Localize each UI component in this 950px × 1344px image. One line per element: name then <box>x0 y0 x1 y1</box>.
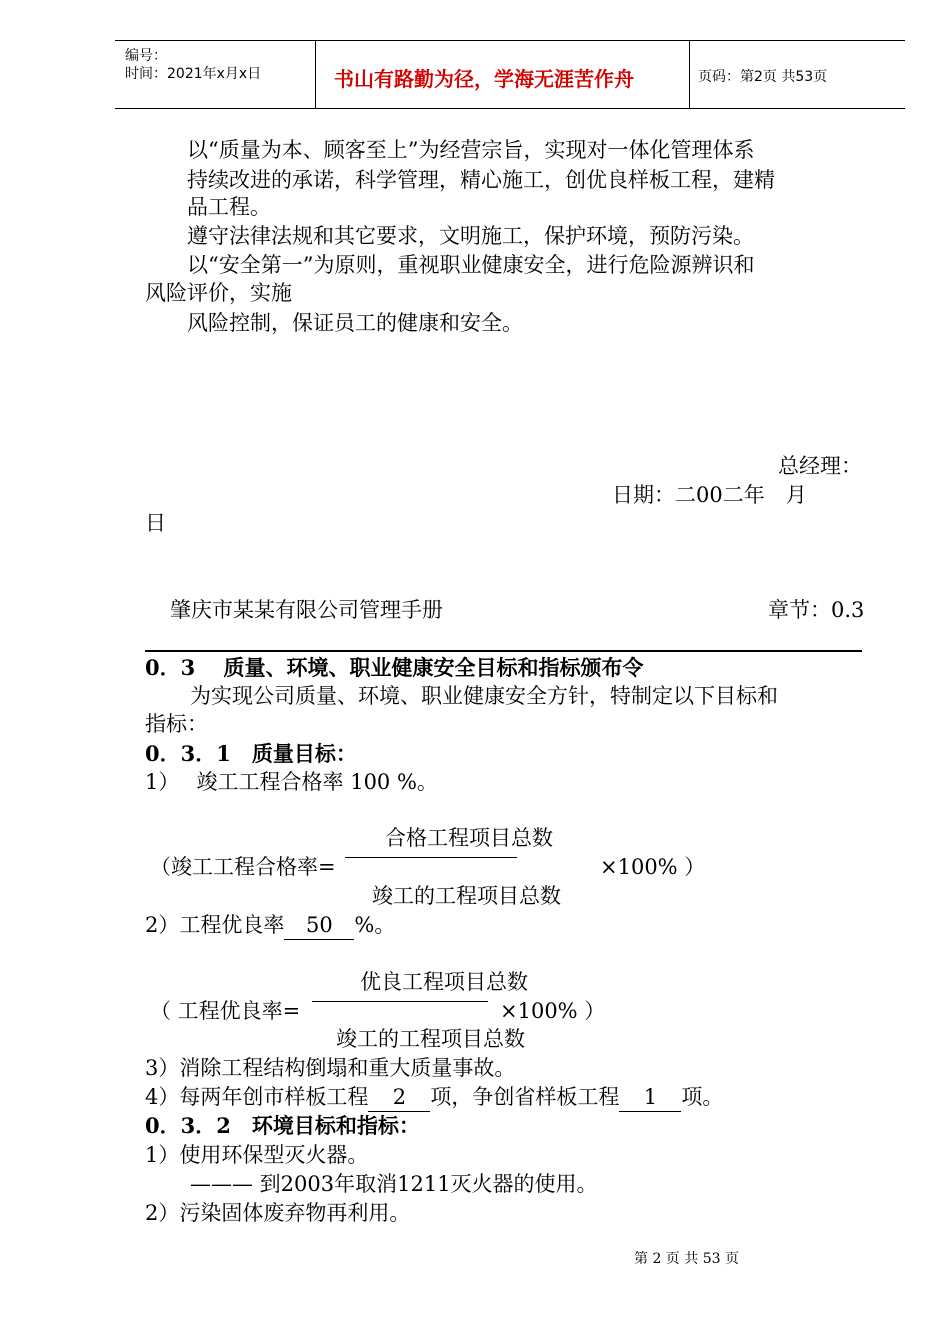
motto-text: 书山有路勤为径，学海无涯苦作舟 <box>334 67 634 91</box>
header-meta-cell <box>115 41 316 108</box>
quality-item-1: 1） 竣工工程合格率 100 %。 <box>145 770 438 794</box>
quality-item-4-suffix: 项。 <box>681 1085 724 1109</box>
fraction-2-numerator: 优良工程项目总数 <box>360 970 528 994</box>
policy-line-5: 以“安全第一”为原则，重视职业健康安全，进行危险源辨识和 <box>187 253 755 277</box>
fraction-2-left: （ 工程优良率= <box>150 999 301 1023</box>
section-heading: 0．3 质量、环境、职业健康安全目标和指标颁布令 <box>145 655 644 680</box>
policy-line-3: 品工程。 <box>187 195 271 219</box>
manager-signature: 总经理： <box>778 454 862 478</box>
quality-item-2 <box>145 911 395 940</box>
section-intro-2: 指标： <box>145 712 208 736</box>
header-motto-cell <box>316 41 690 108</box>
fraction-1-bar <box>345 857 517 858</box>
fraction-2-bar <box>312 1001 488 1002</box>
fraction-1-numerator: 合格工程项目总数 <box>385 826 553 850</box>
environment-item-2: 2）污染固体废弃物再利用。 <box>145 1201 411 1225</box>
manual-title: 肇庆市某某有限公司管理手册 <box>170 598 443 622</box>
fraction-1-denominator: 竣工的工程项目总数 <box>372 884 561 908</box>
fraction-1-right: ×100% ） <box>600 855 706 879</box>
page-info: 页码：第2页 共53页 <box>698 69 828 85</box>
signature-day: 日 <box>145 511 166 535</box>
fraction-2-denominator: 竣工的工程项目总数 <box>336 1027 525 1051</box>
time-label: 时间：2021年x月x日 <box>125 66 262 82</box>
manual-chapter: 章节：0.3 <box>768 598 865 622</box>
quality-item-4-prefix: 4）每两年创市样板工程 <box>145 1085 369 1109</box>
section-divider <box>145 650 862 652</box>
header-page-cell <box>690 41 905 108</box>
quality-item-3: 3）消除工程结构倒塌和重大质量事故。 <box>145 1056 516 1080</box>
quality-item-2-prefix: 2）工程优良率 <box>145 913 285 937</box>
environment-item-1-detail: ——— 到2003年取消1211灭火器的使用。 <box>190 1172 598 1196</box>
policy-line-1: 以“质量为本、顾客至上”为经营宗旨，实现对一体化管理体系 <box>187 138 755 162</box>
page-footer: 第 2 页 共 53 页 <box>634 1251 739 1267</box>
signature-date: 日期：二00二年 月 <box>612 483 807 507</box>
quality-item-4 <box>145 1083 723 1112</box>
number-label: 编号： <box>125 48 167 64</box>
quality-item-4-value-2: 1 <box>619 1083 681 1112</box>
fraction-1-left: （竣工工程合格率= <box>150 855 336 879</box>
quality-item-4-mid: 项，争创省样板工程 <box>430 1085 620 1109</box>
policy-line-7: 风险控制，保证员工的健康和安全。 <box>187 311 523 335</box>
fraction-2-right: ×100% ） <box>500 999 606 1023</box>
policy-line-4: 遵守法律法规和其它要求，文明施工，保护环境，预防污染。 <box>187 224 754 248</box>
policy-line-2: 持续改进的承诺，科学管理，精心施工，创优良样板工程，建精 <box>187 168 775 192</box>
section-intro-1: 为实现公司质量、环境、职业健康安全方针，特制定以下目标和 <box>190 684 778 708</box>
quality-item-2-suffix: %。 <box>354 913 396 937</box>
policy-line-6: 风险评价，实施 <box>145 281 292 305</box>
quality-item-4-value-1: 2 <box>368 1083 430 1112</box>
quality-item-2-value: 50 <box>284 911 354 940</box>
quality-heading: 0．3．1 质量目标： <box>145 741 357 766</box>
environment-item-1: 1）使用环保型灭火器。 <box>145 1143 369 1167</box>
environment-heading: 0．3．2 环境目标和指标： <box>145 1113 420 1138</box>
document-header <box>115 40 905 109</box>
